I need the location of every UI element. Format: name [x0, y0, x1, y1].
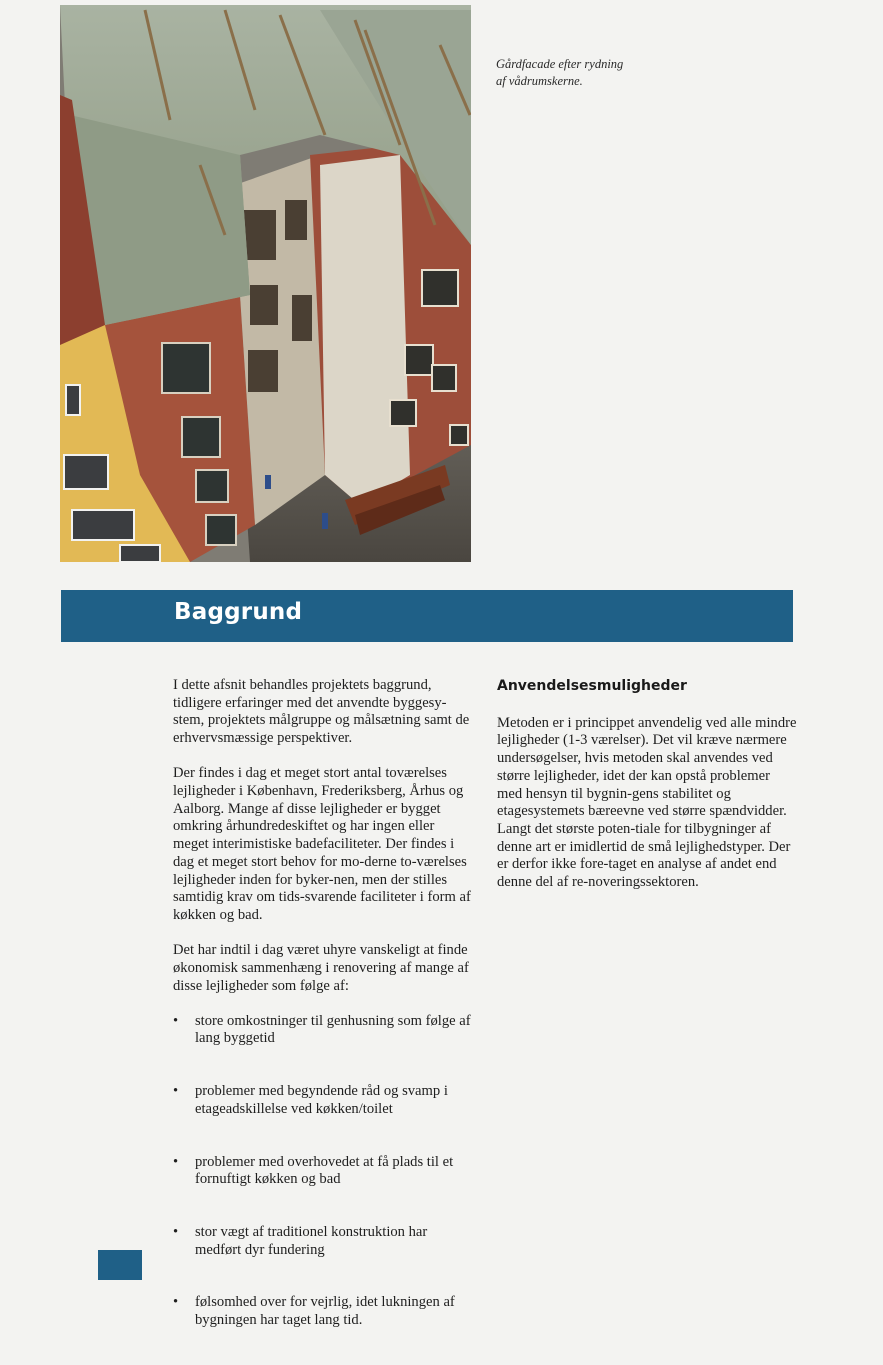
section-banner — [61, 590, 793, 642]
page-number-tab — [98, 1250, 142, 1280]
list-item — [173, 1294, 473, 1329]
applicability-paragraph: Metoden er i princippet anvendelig ved alle mindre lejligheder (1-3 værelser). Det vil kræve nærmere undersøgelser, hvis metoden skal anvendes ved større lejligheder, idet der kan opstå problemer med hensyn til bygnin-gens stabilitet og etagesystemets bæreevne ved større spændvidder. Langt det største poten-tiale for tilbygninger af denne art er imidlertid de små lejlighedstyper. Der er derfor ikke fore-taget en analyse af andet end denne del af re-noveringssektoren. — [497, 714, 797, 891]
subsection-heading: Anvendelsesmuligheder — [497, 678, 687, 694]
problem-list — [173, 1013, 473, 1330]
list-item — [173, 1083, 473, 1118]
list-item-text: stor vægt af traditionel konstruktion har medført dyr fundering — [195, 1223, 428, 1258]
apartments-paragraph: Der findes i dag et meget stort antal toværelses lejligheder i København, Frederiksberg, Århus og Aalborg. Mange af disse lejligheder er bygget omkring århundredeskiftet og har ingen eller meget interimistiske badefaciliteter. Der findes i dag et meget stort behov for mo-derne to-værelses lejligheder inden for byker-nen, men der stilles samtidig krav om tids-svarende faciliteter i form af køkken og bad. — [173, 765, 471, 923]
bullet-icon: • — [173, 1223, 179, 1240]
list-item-text: problemer med overhovedet at få plads til et fornuftigt køkken og bad — [195, 1153, 454, 1188]
intro-paragraph: I dette afsnit behandles projektets baggrund, tidligere erfaringer med det anvendte byggesy-stem, projektets målgruppe og målsætning samt de erhvervsmæssige perspektiver. — [173, 677, 470, 747]
list-item — [173, 1154, 473, 1189]
caption-line-1: Gårdfacade efter rydning — [496, 57, 624, 71]
right-text-column — [497, 678, 797, 892]
caption-line-2: af vådrumskerne. — [496, 74, 583, 88]
bullet-icon: • — [173, 1153, 179, 1170]
photo-caption — [496, 56, 696, 90]
facade-photo-illustration — [60, 5, 471, 562]
bullet-icon: • — [173, 1083, 179, 1100]
list-item-text: store omkostninger til genhusning som følge af lang byggetid — [195, 1012, 471, 1047]
left-text-column — [173, 677, 473, 1365]
list-item-text: følsomhed over for vejrlig, idet lukningen af bygningen har taget lang tid. — [195, 1294, 455, 1329]
courtyard-facade-photo — [60, 5, 471, 562]
section-title: Baggrund — [174, 599, 303, 625]
bullet-icon: • — [173, 1012, 179, 1029]
list-item — [173, 1013, 473, 1048]
difficulty-paragraph: Det har indtil i dag været uhyre vanskeligt at finde økonomisk sammenhæng i renovering af mange af disse lejligheder som følge af: — [173, 942, 469, 994]
list-item — [173, 1224, 473, 1259]
bullet-icon: • — [173, 1294, 179, 1311]
list-item-text: problemer med begyndende råd og svamp i etageadskillelse ved køkken/toilet — [195, 1083, 448, 1117]
